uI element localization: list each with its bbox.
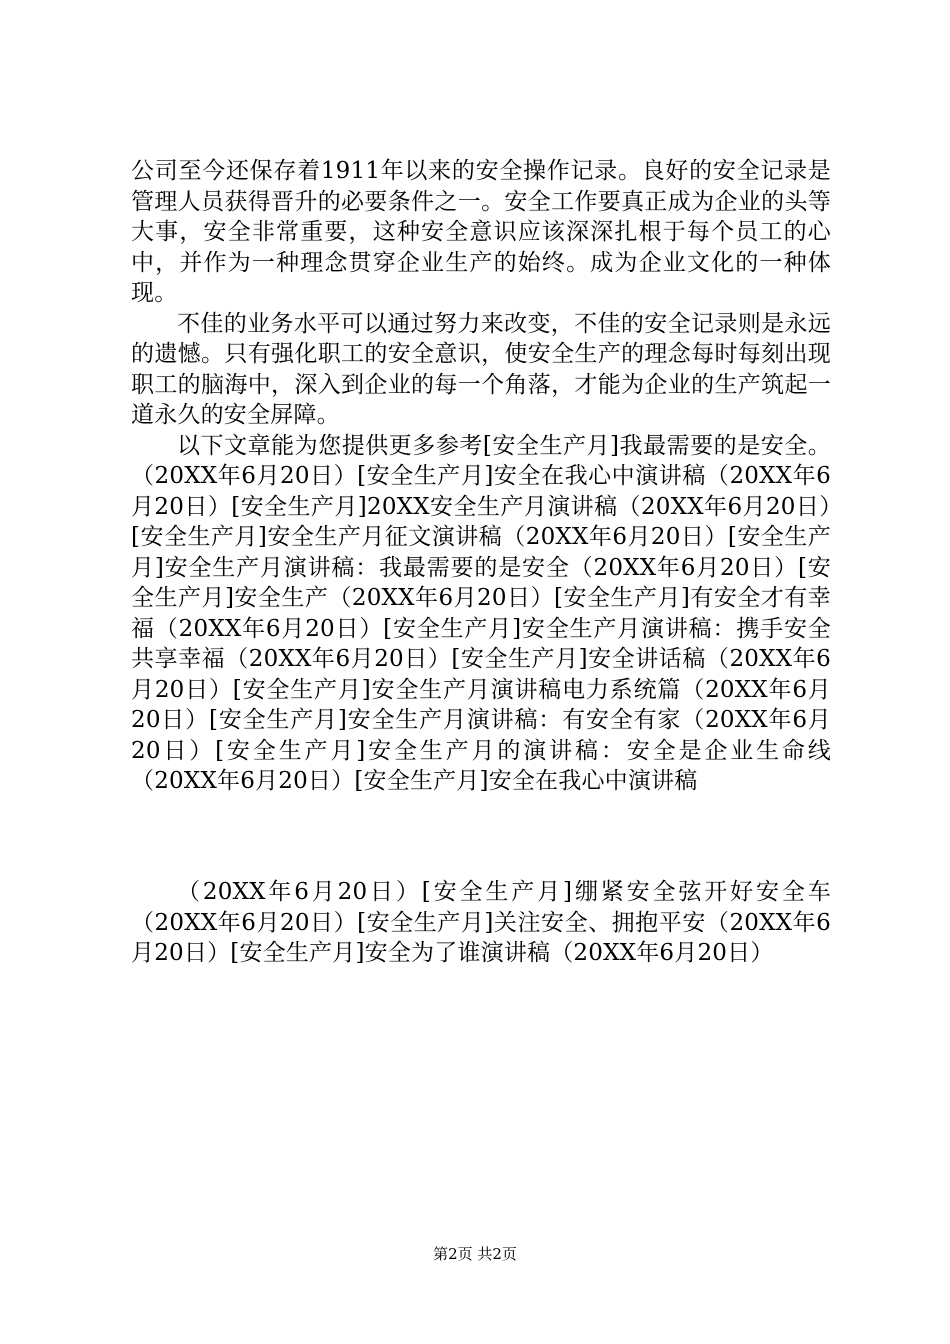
body-text-lower — [131, 877, 831, 969]
page-number-footer: 第2页 共2页 — [433, 1245, 517, 1263]
paragraph-safety-record: 不佳的业务水平可以通过努力来改变，不佳的安全记录则是永远的遗憾。只有强化职工的安全意识，使安全生产的理念每时每刻出现职工的脑海中，深入到企业的每一个角落，才能为企业的生产筑起一道永久的安全屏障。 — [131, 310, 831, 428]
paragraph-continuation: 公司至今还保存着1911年以来的安全操作记录。良好的安全记录是管理人员获得晋升的必要条件之一。安全工作要真正成为企业的头等大事，安全非常重要，这种安全意识应该深深扎根于每个员工的心中，并作为一种理念贯穿企业生产的始终。成为企业文化的一种体现。 — [131, 158, 831, 306]
paragraph-related-articles-continued: （20XX年6月20日）[安全生产月]绷紧安全弦开好安全车（20XX年6月20日）[安全生产月]关注安全、拥抱平安（20XX年6月20日）[安全生产月]安全为了谁演讲稿（20XX年6月20日） — [131, 879, 831, 966]
body-text-upper — [131, 156, 831, 797]
paragraph-related-articles: 以下文章能为您提供更多参考[安全生产月]我最需要的是安全。（20XX年6月20日）[安全生产月]安全在我心中演讲稿（20XX年6月20日）[安全生产月]20XX安全生产月演讲稿（20XX年6月20日）[安全生产月]安全生产月征文演讲稿（20XX年6月20日）[安全生产月]安全生产月演讲稿：我最需要的是安全（20XX年6月20日）[安全生产月]安全生产（20XX年6月20日）[安全生产月]有安全才有幸福（20XX年6月20日）[安全生产月]安全生产月演讲稿：携手安全共享幸福（20XX年6月20日）[安全生产月]安全讲话稿（20XX年6月20日）[安全生产月]安全生产月演讲稿电力系统篇（20XX年6月20日）[安全生产月]安全生产月演讲稿：有安全有家（20XX年6月20日）[安全生产月]安全生产月的演讲稿：安全是企业生命线（20XX年6月20日）[安全生产月]安全在我心中演讲稿 — [131, 432, 831, 794]
